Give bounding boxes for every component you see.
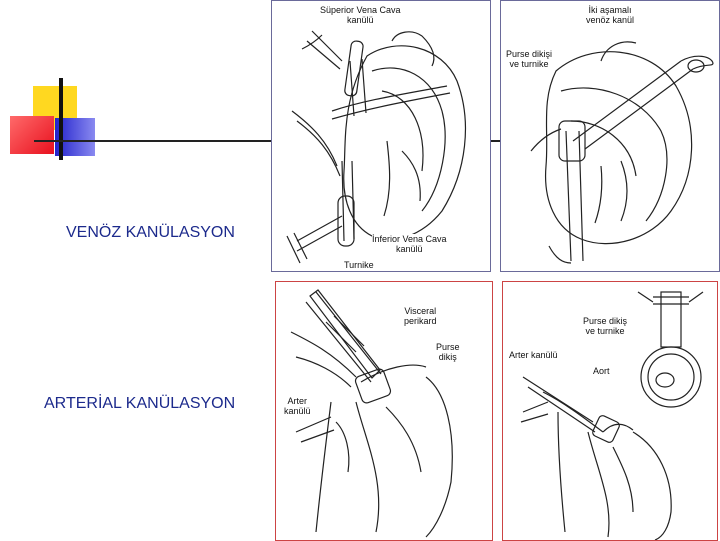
figure-arterial-cannula — [275, 281, 493, 541]
superior-vena-cava-caption: Süperior Vena Cava kanülü — [320, 5, 401, 25]
purse-suture-caption: Purse dikiş — [436, 342, 460, 362]
purse-suture-tourniquet-caption: Purse dikişi ve turnike — [506, 49, 553, 69]
two-stage-venous-cannula-caption: İki aşamalı venöz kanül — [586, 5, 635, 25]
arterial-cannulation-label: ARTERİAL KANÜLASYON — [44, 395, 236, 412]
arterial-cannula-caption: Arter kanülü — [509, 350, 558, 360]
decor-red-square — [10, 116, 54, 154]
decor-vertical-bar — [59, 78, 63, 160]
figure-venous-two-stage — [500, 0, 720, 272]
figure-arterial-aorta — [502, 281, 718, 541]
heart-drawing-bicaval — [272, 1, 490, 271]
arterial-cannula-caption: Arter kanülü — [284, 396, 311, 416]
visceral-pericardium-caption: Visceral perikard — [404, 306, 437, 326]
heart-drawing-two-stage — [501, 1, 719, 271]
venous-cannulation-label: VENÖZ KANÜLASYON — [66, 224, 235, 241]
inferior-vena-cava-caption: İnferior Vena Cava kanülü — [372, 234, 447, 254]
figure-venous-bicaval — [271, 0, 491, 272]
aorta-caption: Aort — [593, 366, 610, 376]
purse-suture-tourniquet-caption: Purse dikiş ve turnike — [583, 316, 628, 336]
turnike-caption: Turnike — [344, 260, 374, 270]
